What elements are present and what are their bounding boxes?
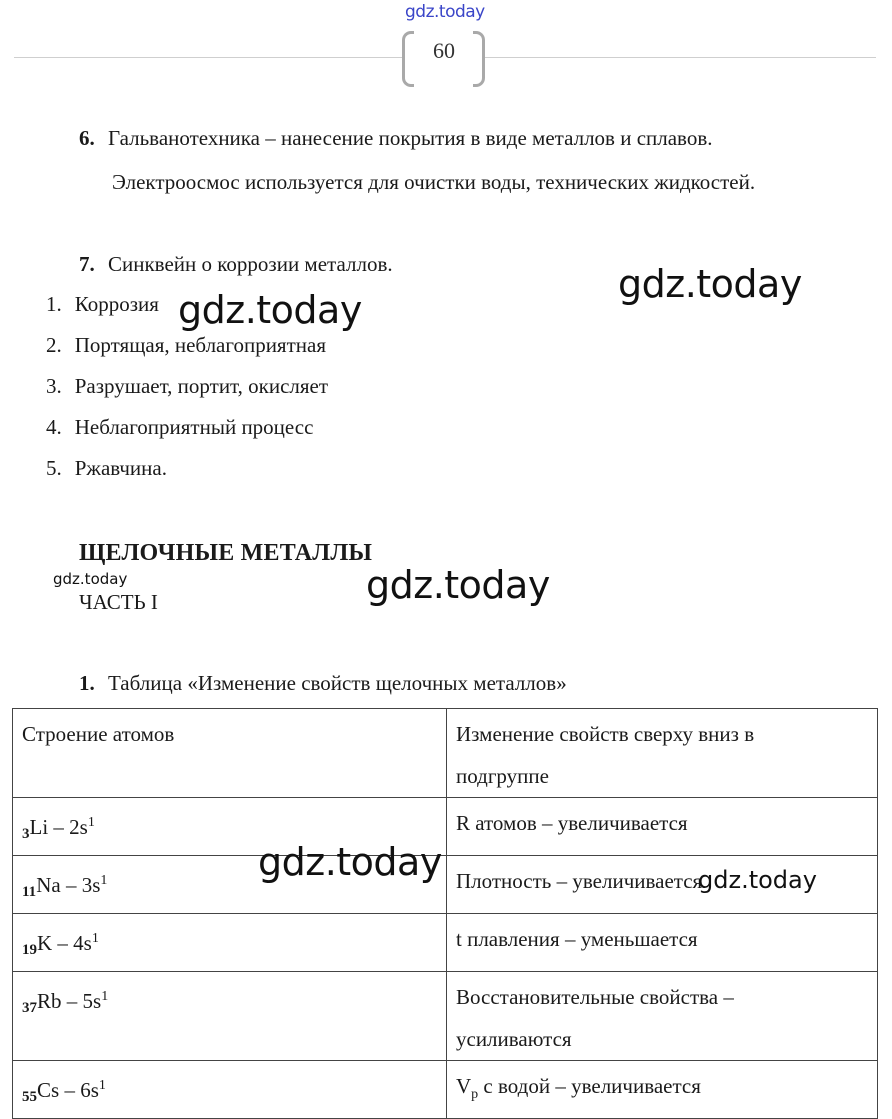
table-row bbox=[13, 914, 878, 972]
electron-config: – 2s bbox=[48, 815, 88, 839]
watermark: gdz.today bbox=[258, 840, 442, 884]
property-text: с водой – увеличивается bbox=[478, 1074, 701, 1098]
electron-exponent: 1 bbox=[101, 989, 109, 1004]
property-text: Плотность – увеличивается bbox=[456, 869, 703, 893]
watermark: gdz.today bbox=[53, 570, 128, 588]
item-6-line2: Электроосмос используется для очистки воды, технических жидкостей. bbox=[112, 170, 756, 194]
watermark: gdz.today bbox=[698, 866, 817, 894]
list-text: Портящая, неблагоприятная bbox=[74, 333, 326, 357]
list-number: 3. bbox=[46, 374, 62, 398]
item-1-number: 1. bbox=[79, 671, 95, 695]
watermark-top: gdz.today bbox=[405, 2, 485, 22]
item-6 bbox=[79, 126, 713, 150]
list-number: 1. bbox=[46, 292, 62, 316]
electron-config: – 3s bbox=[60, 873, 101, 897]
header-text: подгруппе bbox=[456, 764, 549, 788]
property-text: R атомов – увеличивается bbox=[456, 811, 688, 835]
element-symbol: Li bbox=[29, 815, 49, 839]
section-title: ЩЕЛОЧНЫЕ МЕТАЛЛЫ bbox=[79, 540, 373, 566]
table-row bbox=[13, 798, 878, 856]
header-text: Строение атомов bbox=[22, 722, 175, 746]
element-symbol: Rb bbox=[37, 989, 62, 1013]
watermark: gdz.today bbox=[178, 288, 362, 332]
electron-config: – 4s bbox=[52, 931, 92, 955]
element-symbol: K bbox=[37, 931, 53, 955]
table-cell-structure bbox=[13, 972, 447, 1061]
cinquain-line-1 bbox=[46, 292, 159, 316]
electron-exponent: 1 bbox=[91, 931, 99, 946]
list-number: 5. bbox=[46, 456, 62, 480]
section-subtitle: ЧАСТЬ I bbox=[79, 590, 158, 614]
property-text: Восстановительные свойства – bbox=[456, 985, 734, 1009]
atomic-number: 55 bbox=[22, 1089, 37, 1105]
property-text: усиливаются bbox=[456, 1027, 572, 1051]
list-text: Ржавчина. bbox=[74, 456, 167, 480]
header-text: Изменение свойств сверху вниз в bbox=[456, 722, 755, 746]
property-text: t плавления – уменьшается bbox=[456, 927, 698, 951]
table-cell-property bbox=[447, 914, 878, 972]
watermark: gdz.today bbox=[366, 563, 550, 607]
element-symbol: Na bbox=[36, 873, 61, 897]
electron-config: – 5s bbox=[61, 989, 102, 1013]
cinquain-line-4 bbox=[46, 415, 313, 439]
cinquain-line-2 bbox=[46, 333, 326, 357]
atomic-number: 3 bbox=[22, 826, 30, 842]
cinquain-line-5 bbox=[46, 456, 167, 480]
page-number: 60 bbox=[433, 38, 455, 63]
electron-config: – 6s bbox=[59, 1078, 99, 1102]
watermark: gdz.today bbox=[618, 262, 802, 306]
atomic-number: 19 bbox=[22, 942, 37, 958]
electron-exponent: 1 bbox=[100, 873, 108, 888]
list-number: 2. bbox=[46, 333, 62, 357]
table-cell-property bbox=[447, 972, 878, 1061]
item-1-title: Таблица «Изменение свойств щелочных металлов» bbox=[108, 671, 567, 695]
item-7-number: 7. bbox=[79, 252, 95, 276]
table-header-cell bbox=[447, 709, 878, 798]
electron-exponent: 1 bbox=[98, 1078, 106, 1093]
item-7 bbox=[79, 252, 393, 276]
element-symbol: Cs bbox=[37, 1078, 60, 1102]
table-row bbox=[13, 1061, 878, 1119]
item-1 bbox=[79, 671, 567, 695]
item-6-number: 6. bbox=[79, 126, 95, 150]
item-6-line1: Гальванотехника – нанесение покрытия в виде металлов и сплавов. bbox=[108, 126, 713, 150]
property-subscript: р bbox=[471, 1087, 479, 1102]
atomic-number: 37 bbox=[22, 1000, 37, 1016]
table-header-row bbox=[13, 709, 878, 798]
atomic-number: 11 bbox=[22, 884, 37, 900]
list-text: Коррозия bbox=[74, 292, 159, 316]
list-number: 4. bbox=[46, 415, 62, 439]
table-header-cell bbox=[13, 709, 447, 798]
electron-exponent: 1 bbox=[87, 815, 95, 830]
table-row bbox=[13, 972, 878, 1061]
item-7-title: Синквейн о коррозии металлов. bbox=[108, 252, 393, 276]
property-symbol: V bbox=[456, 1074, 472, 1098]
alkali-metals-table bbox=[12, 708, 878, 1119]
list-text: Разрушает, портит, окисляет bbox=[74, 374, 329, 398]
cinquain-line-3 bbox=[46, 374, 328, 398]
table-cell-property bbox=[447, 798, 878, 856]
table-cell-property bbox=[447, 1061, 878, 1119]
list-text: Неблагоприятный процесс bbox=[74, 415, 314, 439]
table-cell-structure bbox=[13, 1061, 447, 1119]
table-cell-structure bbox=[13, 914, 447, 972]
